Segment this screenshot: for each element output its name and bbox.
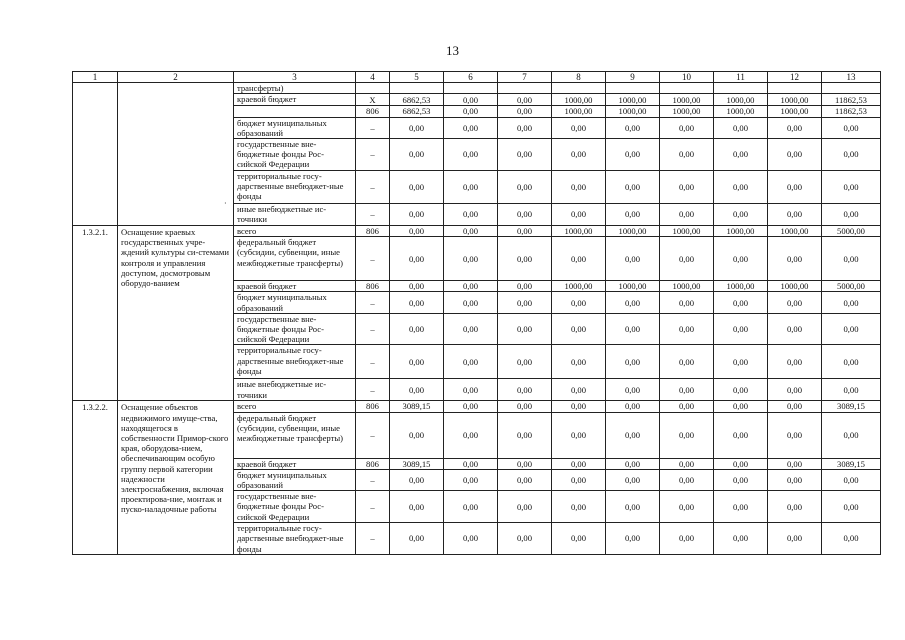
amount-cell: 0,00 — [768, 204, 822, 226]
amount-cell: 0,00 — [714, 412, 768, 458]
amount-cell — [822, 83, 881, 94]
amount-cell: 1000,00 — [552, 281, 606, 292]
amount-cell: 0,00 — [444, 237, 498, 281]
column-header-8: 8 — [552, 72, 606, 83]
amount-cell: 0,00 — [768, 491, 822, 523]
amount-cell: 0,00 — [606, 139, 660, 171]
amount-cell: 0,00 — [660, 379, 714, 401]
amount-cell: 1000,00 — [768, 106, 822, 117]
amount-cell: 0,00 — [714, 523, 768, 555]
amount-cell: 0,00 — [606, 469, 660, 490]
funding-source: государственные вне-бюджетные фонды Рос-сийской Федерации — [234, 491, 356, 523]
amount-cell: 1000,00 — [660, 226, 714, 237]
amount-cell: 1000,00 — [768, 281, 822, 292]
funding-source: всего — [234, 401, 356, 412]
budget-code: – — [356, 412, 390, 458]
amount-cell: 0,00 — [660, 313, 714, 345]
amount-cell: 0,00 — [822, 139, 881, 171]
item-name: Оснащение краевых государственных учре-ждений культуры си-стемами контроля и управления доступом, досмотровым оборудо-ванием — [118, 226, 234, 401]
amount-cell: 0,00 — [444, 523, 498, 555]
amount-cell: 0,00 — [822, 345, 881, 379]
amount-cell: 1000,00 — [660, 94, 714, 106]
budget-table — [72, 71, 881, 555]
amount-cell: 0,00 — [498, 281, 552, 292]
amount-cell: 0,00 — [444, 401, 498, 412]
amount-cell: 0,00 — [768, 469, 822, 490]
amount-cell: 0,00 — [552, 171, 606, 204]
amount-cell: 0,00 — [822, 204, 881, 226]
amount-cell: 0,00 — [390, 204, 444, 226]
amount-cell: 0,00 — [552, 491, 606, 523]
amount-cell: 0,00 — [552, 401, 606, 412]
page-number: 13 — [446, 43, 459, 58]
amount-cell: 0,00 — [660, 458, 714, 469]
budget-code: – — [356, 237, 390, 281]
amount-cell: 0,00 — [606, 117, 660, 138]
amount-cell: 0,00 — [660, 292, 714, 313]
amount-cell: 0,00 — [390, 379, 444, 401]
amount-cell: 0,00 — [660, 171, 714, 204]
amount-cell: 0,00 — [390, 226, 444, 237]
amount-cell: 0,00 — [390, 117, 444, 138]
funding-source: всего — [234, 226, 356, 237]
amount-cell: 0,00 — [606, 237, 660, 281]
amount-cell: 0,00 — [768, 237, 822, 281]
budget-code: – — [356, 204, 390, 226]
budget-code: – — [356, 491, 390, 523]
column-header-5: 5 — [390, 72, 444, 83]
amount-cell: 0,00 — [552, 292, 606, 313]
amount-cell: 0,00 — [444, 204, 498, 226]
amount-cell: 3089,15 — [822, 458, 881, 469]
amount-cell: 0,00 — [822, 491, 881, 523]
budget-code: 806 — [356, 106, 390, 117]
amount-cell: 1000,00 — [606, 94, 660, 106]
funding-source: бюджет муниципальных образований — [234, 117, 356, 138]
item-code — [73, 83, 118, 226]
amount-cell: 3089,15 — [390, 458, 444, 469]
amount-cell — [768, 83, 822, 94]
amount-cell: 1000,00 — [606, 226, 660, 237]
amount-cell: 0,00 — [390, 292, 444, 313]
amount-cell: 0,00 — [444, 345, 498, 379]
funding-source: краевой бюджет — [234, 94, 356, 106]
amount-cell: 0,00 — [768, 412, 822, 458]
funding-source: бюджет муниципальных образований — [234, 469, 356, 490]
amount-cell: 0,00 — [714, 379, 768, 401]
amount-cell: 0,00 — [390, 523, 444, 555]
amount-cell — [660, 83, 714, 94]
funding-source: иные внебюджетные ис-точники — [234, 204, 356, 226]
amount-cell — [552, 83, 606, 94]
column-header-7: 7 — [498, 72, 552, 83]
amount-cell: 1000,00 — [714, 106, 768, 117]
amount-cell: 0,00 — [552, 313, 606, 345]
amount-cell: 0,00 — [444, 412, 498, 458]
amount-cell: 1000,00 — [714, 94, 768, 106]
funding-source: территориальные госу-дарственные внебюджет-ные фонды — [234, 171, 356, 204]
amount-cell: 0,00 — [390, 469, 444, 490]
amount-cell: 3089,15 — [390, 401, 444, 412]
amount-cell: 0,00 — [552, 379, 606, 401]
amount-cell: 0,00 — [552, 469, 606, 490]
amount-cell: 0,00 — [822, 313, 881, 345]
amount-cell: 0,00 — [390, 237, 444, 281]
column-header-1: 1 — [73, 72, 118, 83]
amount-cell: 0,00 — [660, 523, 714, 555]
amount-cell: 0,00 — [444, 226, 498, 237]
amount-cell: 0,00 — [606, 292, 660, 313]
budget-code: – — [356, 469, 390, 490]
column-header-10: 10 — [660, 72, 714, 83]
amount-cell: 0,00 — [390, 313, 444, 345]
funding-source: бюджет муниципальных образований — [234, 292, 356, 313]
amount-cell: 0,00 — [390, 281, 444, 292]
table-row — [73, 83, 881, 94]
budget-code: 806 — [356, 226, 390, 237]
amount-cell: 0,00 — [606, 379, 660, 401]
amount-cell: 0,00 — [498, 139, 552, 171]
amount-cell: 0,00 — [606, 412, 660, 458]
table-row — [73, 226, 881, 237]
column-header-2: 2 — [118, 72, 234, 83]
amount-cell: 1000,00 — [768, 226, 822, 237]
amount-cell: 0,00 — [444, 313, 498, 345]
budget-code: – — [356, 379, 390, 401]
amount-cell: 0,00 — [606, 458, 660, 469]
amount-cell: 0,00 — [606, 523, 660, 555]
budget-code: X — [356, 94, 390, 106]
funding-source: государственные вне-бюджетные фонды Рос-сийской Федерации — [234, 313, 356, 345]
budget-code: – — [356, 139, 390, 171]
amount-cell: 1000,00 — [660, 281, 714, 292]
amount-cell: 0,00 — [552, 523, 606, 555]
amount-cell: 11862,53 — [822, 94, 881, 106]
amount-cell: 0,00 — [552, 117, 606, 138]
amount-cell: 0,00 — [552, 458, 606, 469]
column-header-6: 6 — [444, 72, 498, 83]
amount-cell: 0,00 — [444, 491, 498, 523]
column-header-9: 9 — [606, 72, 660, 83]
amount-cell: 0,00 — [660, 204, 714, 226]
amount-cell: 0,00 — [390, 345, 444, 379]
item-code: 1.3.2.2. — [73, 401, 118, 554]
budget-code — [356, 83, 390, 94]
amount-cell: 0,00 — [444, 139, 498, 171]
amount-cell: 0,00 — [498, 379, 552, 401]
amount-cell: 0,00 — [822, 379, 881, 401]
budget-code: – — [356, 523, 390, 555]
column-header-3: 3 — [234, 72, 356, 83]
amount-cell: 0,00 — [552, 237, 606, 281]
funding-source — [234, 106, 356, 117]
budget-code: 806 — [356, 401, 390, 412]
amount-cell: 1000,00 — [714, 226, 768, 237]
amount-cell: 0,00 — [552, 345, 606, 379]
funding-source: федеральный бюджет (субсидии, субвенции, иные межбюджетные трансферты) — [234, 412, 356, 458]
funding-source: федеральный бюджет (субсидии, субвенции, иные межбюджетные трансферты) — [234, 237, 356, 281]
amount-cell: 0,00 — [768, 171, 822, 204]
amount-cell: 0,00 — [822, 237, 881, 281]
amount-cell: 1000,00 — [552, 226, 606, 237]
amount-cell — [714, 83, 768, 94]
funding-source: иные внебюджетные ис-точники — [234, 379, 356, 401]
amount-cell: 0,00 — [768, 292, 822, 313]
amount-cell: 1000,00 — [606, 106, 660, 117]
amount-cell: 0,00 — [444, 469, 498, 490]
amount-cell: 6862,53 — [390, 94, 444, 106]
amount-cell: 0,00 — [714, 292, 768, 313]
amount-cell: 3089,15 — [822, 401, 881, 412]
amount-cell: 0,00 — [444, 117, 498, 138]
amount-cell: 0,00 — [822, 469, 881, 490]
amount-cell: 0,00 — [714, 204, 768, 226]
amount-cell: 1000,00 — [552, 94, 606, 106]
column-header-12: 12 — [768, 72, 822, 83]
column-header-4: 4 — [356, 72, 390, 83]
amount-cell: 0,00 — [714, 491, 768, 523]
amount-cell: 0,00 — [498, 117, 552, 138]
amount-cell: 0,00 — [606, 171, 660, 204]
amount-cell: 0,00 — [444, 292, 498, 313]
amount-cell: 0,00 — [498, 469, 552, 490]
amount-cell: 0,00 — [822, 412, 881, 458]
amount-cell — [606, 83, 660, 94]
amount-cell: 0,00 — [822, 117, 881, 138]
amount-cell: 0,00 — [660, 491, 714, 523]
funding-source: территориальные госу-дарственные внебюджет-ные фонды — [234, 523, 356, 555]
amount-cell: 0,00 — [444, 379, 498, 401]
amount-cell: 0,00 — [390, 491, 444, 523]
budget-code: 806 — [356, 458, 390, 469]
amount-cell: 1000,00 — [768, 94, 822, 106]
amount-cell: 0,00 — [714, 117, 768, 138]
amount-cell: 0,00 — [498, 237, 552, 281]
amount-cell: 0,00 — [498, 491, 552, 523]
amount-cell: 0,00 — [768, 313, 822, 345]
amount-cell: 0,00 — [390, 171, 444, 204]
funding-source: государственные вне-бюджетные фонды Рос-сийской Федерации — [234, 139, 356, 171]
amount-cell: 0,00 — [660, 469, 714, 490]
amount-cell: 0,00 — [768, 523, 822, 555]
amount-cell: 0,00 — [498, 412, 552, 458]
budget-code: – — [356, 345, 390, 379]
budget-code: – — [356, 171, 390, 204]
amount-cell: 0,00 — [498, 204, 552, 226]
amount-cell: 0,00 — [444, 458, 498, 469]
funding-source: трансферты) — [234, 83, 356, 94]
amount-cell: 0,00 — [714, 458, 768, 469]
amount-cell: 0,00 — [498, 345, 552, 379]
amount-cell — [444, 83, 498, 94]
amount-cell: 0,00 — [390, 139, 444, 171]
amount-cell: 0,00 — [768, 139, 822, 171]
funding-source: краевой бюджет — [234, 281, 356, 292]
amount-cell: 0,00 — [768, 379, 822, 401]
amount-cell: 0,00 — [822, 171, 881, 204]
amount-cell: 0,00 — [444, 106, 498, 117]
amount-cell: 0,00 — [390, 412, 444, 458]
amount-cell: 0,00 — [768, 117, 822, 138]
amount-cell: 0,00 — [498, 292, 552, 313]
amount-cell: 0,00 — [498, 313, 552, 345]
amount-cell: 11862,53 — [822, 106, 881, 117]
amount-cell: 0,00 — [498, 401, 552, 412]
amount-cell: 0,00 — [768, 401, 822, 412]
item-name: Оснащение объектов недвижимого имуще-ства, находящегося в собственности Примор-ского края, оборудова-нием, обеспечивающим особую группу первой категории надежности электроснабжения, включая проектирова-ние, монтаж и пуско-наладочные работы — [118, 401, 234, 554]
column-header-13: 13 — [822, 72, 881, 83]
item-name — [118, 83, 234, 226]
amount-cell: 1000,00 — [660, 106, 714, 117]
amount-cell: 0,00 — [714, 313, 768, 345]
amount-cell: 0,00 — [606, 313, 660, 345]
amount-cell — [390, 83, 444, 94]
amount-cell — [498, 83, 552, 94]
amount-cell: 1000,00 — [552, 106, 606, 117]
budget-code: – — [356, 292, 390, 313]
amount-cell: 0,00 — [822, 523, 881, 555]
amount-cell: 0,00 — [606, 345, 660, 379]
amount-cell: 0,00 — [660, 117, 714, 138]
amount-cell: 0,00 — [552, 412, 606, 458]
amount-cell: 0,00 — [714, 171, 768, 204]
column-header-11: 11 — [714, 72, 768, 83]
amount-cell: 0,00 — [714, 345, 768, 379]
amount-cell: 0,00 — [714, 401, 768, 412]
amount-cell: 0,00 — [498, 458, 552, 469]
amount-cell: 0,00 — [606, 204, 660, 226]
amount-cell: 0,00 — [768, 458, 822, 469]
funding-source: территориальные госу-дарственные внебюджет-ные фонды — [234, 345, 356, 379]
amount-cell: 0,00 — [714, 237, 768, 281]
amount-cell: 0,00 — [822, 292, 881, 313]
amount-cell: 0,00 — [498, 523, 552, 555]
item-code: 1.3.2.1. — [73, 226, 118, 401]
table-row — [73, 401, 881, 412]
budget-code: 806 — [356, 281, 390, 292]
amount-cell: 0,00 — [714, 139, 768, 171]
budget-code: – — [356, 117, 390, 138]
amount-cell: 0,00 — [768, 345, 822, 379]
amount-cell: 0,00 — [714, 469, 768, 490]
amount-cell: 5000,00 — [822, 226, 881, 237]
amount-cell: 0,00 — [498, 171, 552, 204]
amount-cell: 0,00 — [606, 401, 660, 412]
amount-cell: 5000,00 — [822, 281, 881, 292]
amount-cell: 0,00 — [552, 139, 606, 171]
amount-cell: 0,00 — [498, 94, 552, 106]
stray-mark: · — [224, 199, 227, 208]
amount-cell: 1000,00 — [606, 281, 660, 292]
amount-cell: 0,00 — [660, 412, 714, 458]
budget-code: – — [356, 313, 390, 345]
amount-cell: 0,00 — [498, 106, 552, 117]
amount-cell: 0,00 — [660, 237, 714, 281]
amount-cell: 1000,00 — [714, 281, 768, 292]
amount-cell: 0,00 — [660, 139, 714, 171]
amount-cell: 0,00 — [444, 94, 498, 106]
amount-cell: 0,00 — [498, 226, 552, 237]
amount-cell: 0,00 — [606, 491, 660, 523]
amount-cell: 0,00 — [660, 345, 714, 379]
amount-cell: 0,00 — [660, 401, 714, 412]
funding-source: краевой бюджет — [234, 458, 356, 469]
amount-cell: 0,00 — [552, 204, 606, 226]
amount-cell: 0,00 — [444, 171, 498, 204]
amount-cell: 0,00 — [444, 281, 498, 292]
header-row — [73, 72, 881, 83]
amount-cell: 6862,53 — [390, 106, 444, 117]
